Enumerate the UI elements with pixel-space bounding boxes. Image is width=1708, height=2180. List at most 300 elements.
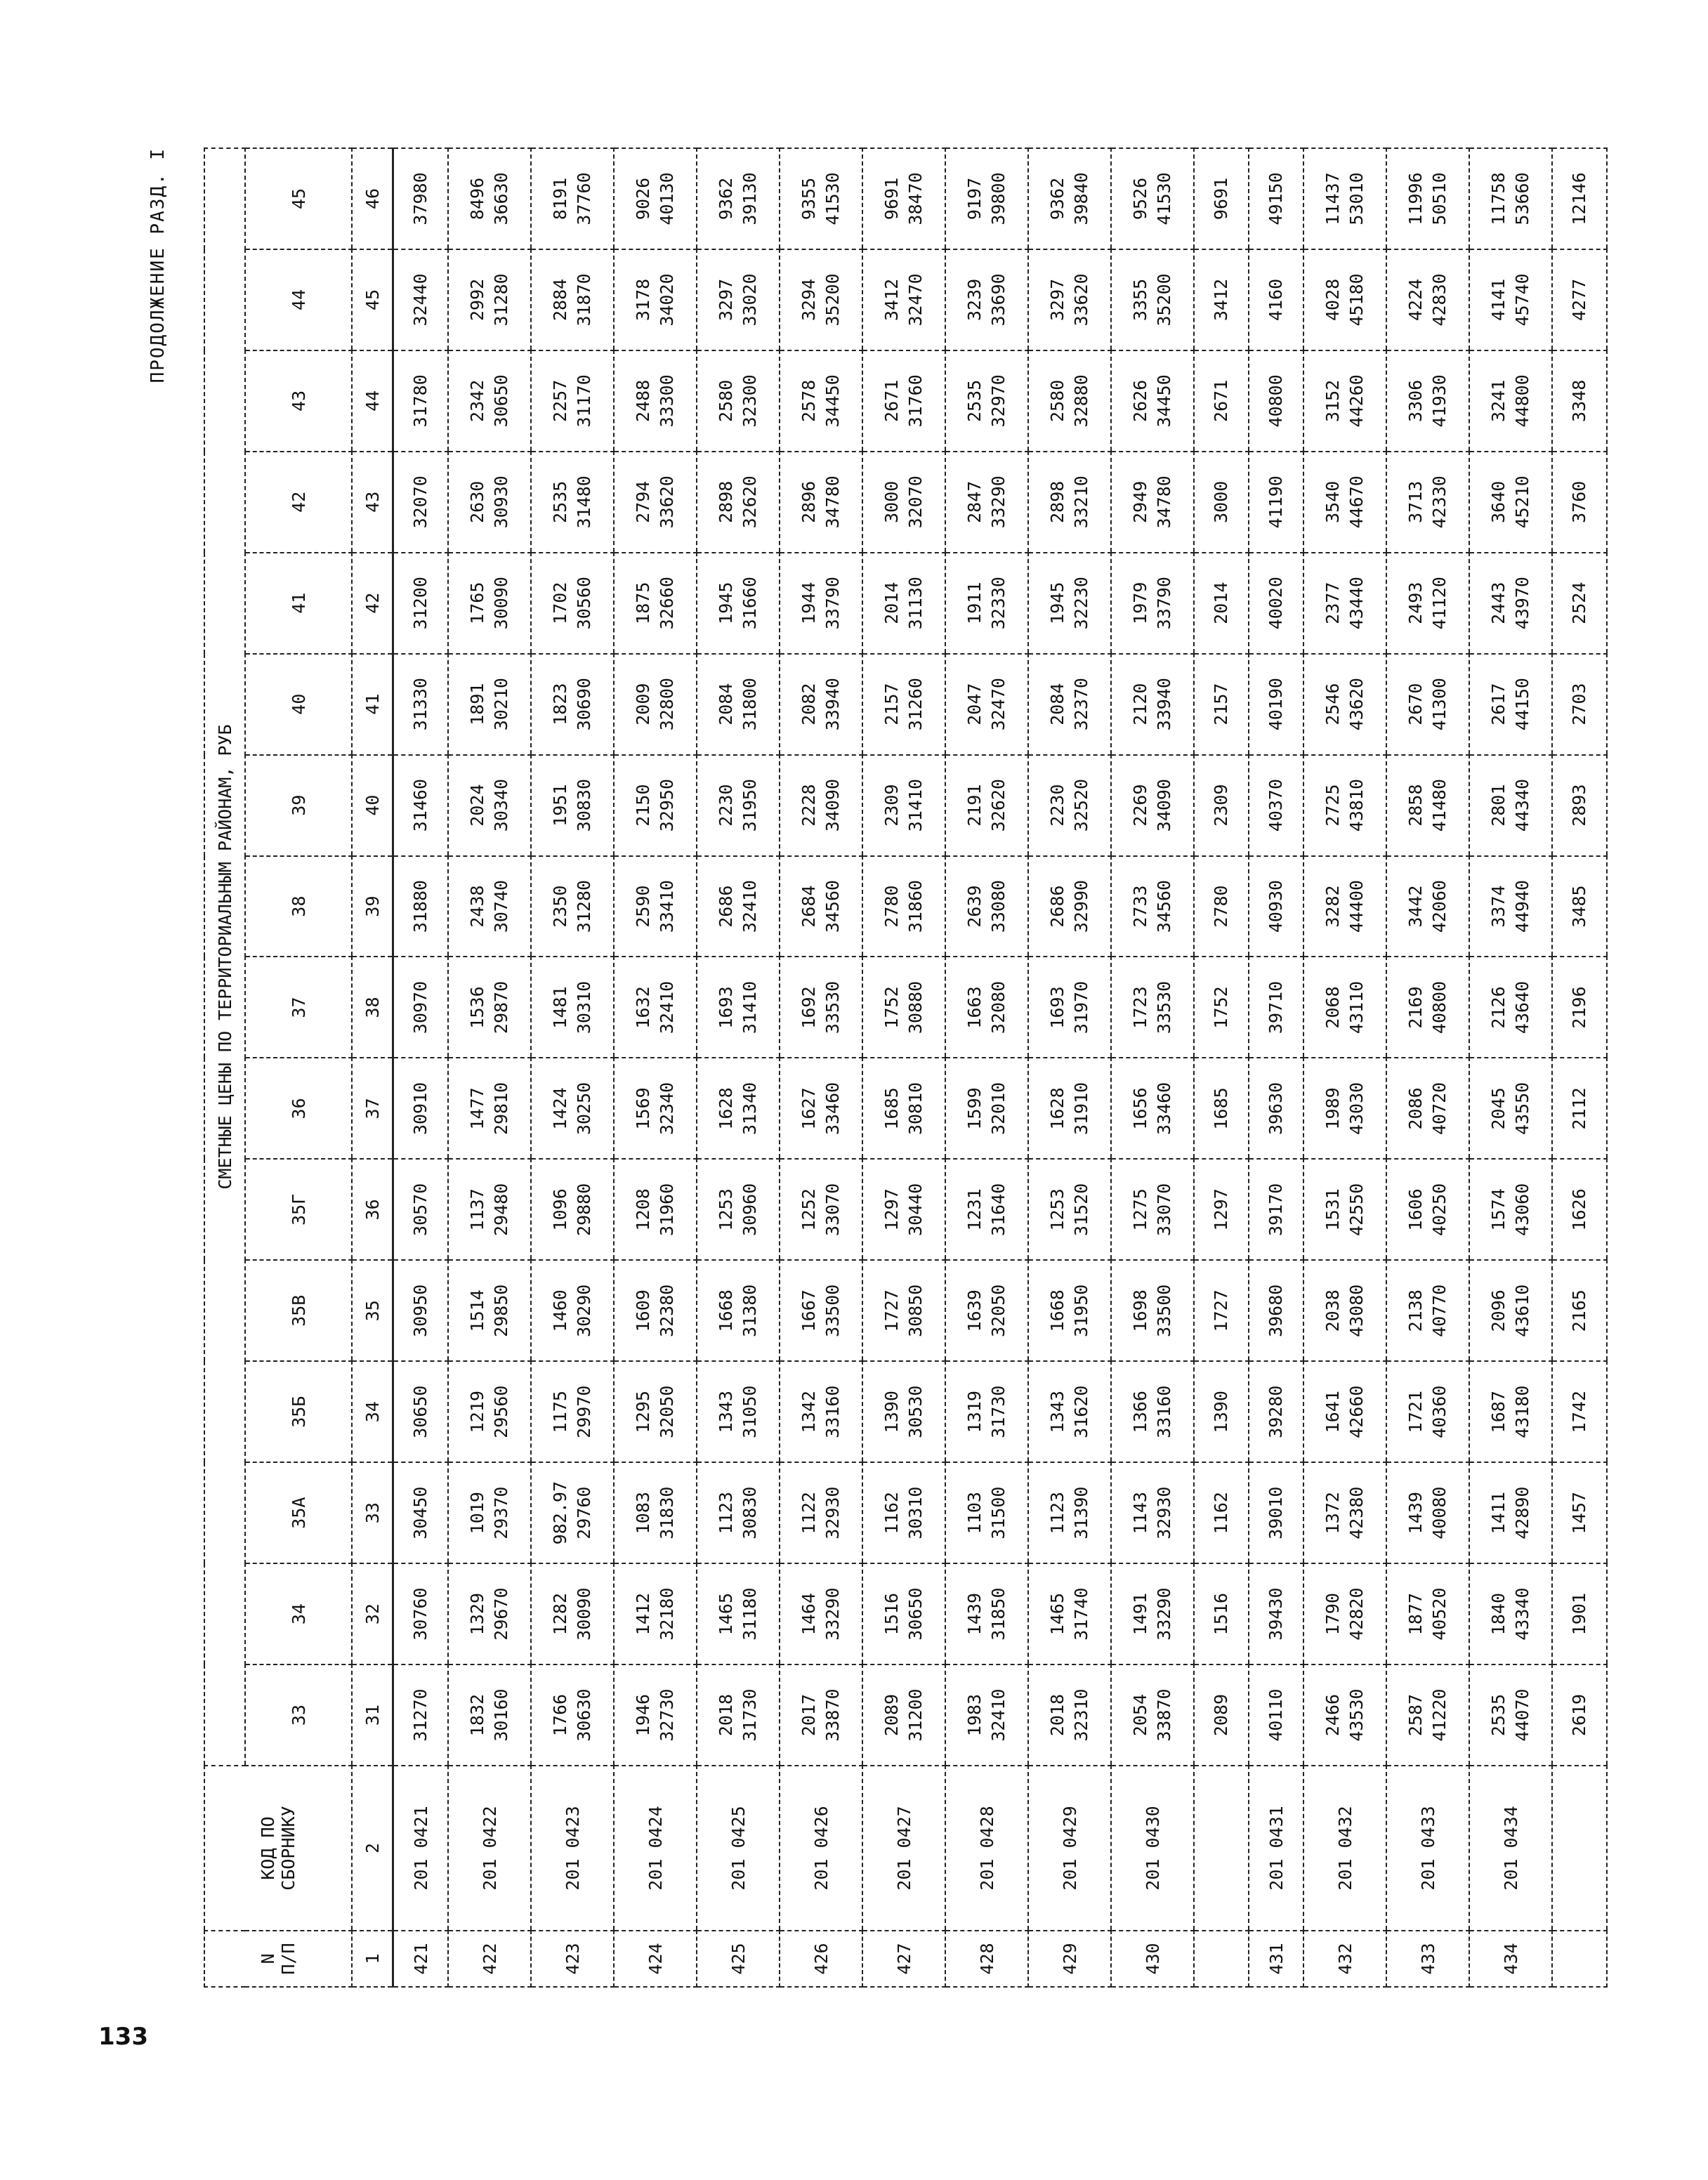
- table-row: [1111, 148, 1194, 1987]
- column-number: 37: [352, 1058, 393, 1159]
- price-cell: [1194, 148, 1249, 249]
- row-number: 430: [1111, 1931, 1194, 1987]
- price-value: 29760: [574, 1486, 594, 1539]
- price-cell: [393, 1058, 449, 1159]
- price-value: 2671: [1211, 379, 1231, 422]
- price-value: 2045: [1488, 1087, 1509, 1130]
- price-value: 2169: [1405, 986, 1426, 1029]
- price-cell: [1111, 755, 1194, 856]
- price-cell: [393, 1462, 449, 1563]
- price-value: 3485: [1569, 885, 1589, 928]
- price-cell: [1469, 350, 1552, 452]
- price-cell: [780, 654, 862, 755]
- price-value: 41530: [822, 172, 843, 225]
- table-row: [697, 148, 780, 1987]
- column-number: 38: [352, 957, 393, 1058]
- price-cell: [945, 1361, 1028, 1462]
- price-value: 40190: [1266, 678, 1286, 731]
- price-value: 29370: [491, 1486, 511, 1539]
- price-cell: [945, 957, 1028, 1058]
- price-value: 1693: [1047, 986, 1068, 1029]
- price-cell: [1194, 1462, 1249, 1563]
- district-header: 35Б: [245, 1361, 352, 1462]
- district-header: 43: [245, 350, 352, 452]
- price-value: 31480: [574, 475, 594, 529]
- price-cell: [862, 553, 945, 654]
- price-cell: [614, 755, 697, 856]
- price-value: 2112: [1569, 1087, 1589, 1130]
- price-value: 1901: [1569, 1592, 1589, 1636]
- row-code: 201 0431: [1249, 1766, 1303, 1931]
- price-value: 43620: [1346, 678, 1367, 731]
- price-cell: [697, 249, 780, 350]
- table-row: [614, 148, 697, 1987]
- price-cell: [531, 249, 614, 350]
- price-cell: [1469, 553, 1552, 654]
- price-value: 42830: [1429, 273, 1450, 327]
- price-cell: [1552, 1058, 1607, 1159]
- price-value: 2018: [716, 1693, 736, 1737]
- price-cell: [1249, 452, 1303, 553]
- price-value: 1481: [550, 986, 570, 1029]
- price-value: 3442: [1405, 885, 1426, 928]
- price-cell: [614, 1462, 697, 1563]
- price-value: 31850: [988, 1587, 1009, 1641]
- price-value: 33290: [1154, 1587, 1174, 1641]
- price-cell: [1028, 249, 1111, 350]
- price-value: 31830: [657, 1486, 677, 1539]
- price-value: 41190: [1266, 475, 1286, 529]
- price-cell: [448, 1563, 531, 1664]
- price-cell: [448, 1159, 531, 1260]
- price-cell: [697, 957, 780, 1058]
- price-value: 40020: [1266, 577, 1286, 630]
- price-cell: [1552, 1361, 1607, 1462]
- price-value: 1457: [1569, 1492, 1589, 1535]
- price-value: 32620: [988, 778, 1009, 832]
- price-cell: [1303, 350, 1386, 452]
- row-code: 201 0425: [697, 1766, 780, 1931]
- price-cell: [1249, 1664, 1303, 1766]
- price-value: 1252: [799, 1188, 819, 1231]
- price-cell: [1386, 553, 1469, 654]
- price-value: 32470: [988, 678, 1009, 731]
- column-number: 34: [352, 1361, 393, 1462]
- price-value: 45210: [1512, 475, 1532, 529]
- price-cell: [1028, 148, 1111, 249]
- price-value: 31180: [740, 1587, 760, 1641]
- price-value: 9691: [1211, 177, 1231, 221]
- price-value: 35200: [822, 273, 843, 327]
- price-value: 982.97: [550, 1481, 570, 1545]
- price-cell: [1386, 856, 1469, 957]
- price-value: 2898: [1047, 480, 1068, 523]
- price-value: 30850: [905, 1284, 926, 1337]
- row-number: 432: [1303, 1931, 1386, 1987]
- price-cell: [1469, 249, 1552, 350]
- price-value: 1123: [1047, 1492, 1068, 1535]
- price-value: 1282: [550, 1592, 570, 1636]
- district-header: 41: [245, 553, 352, 654]
- price-value: 30630: [574, 1688, 594, 1742]
- price-cell: [1249, 1462, 1303, 1563]
- price-value: 32660: [657, 577, 677, 630]
- price-value: 1946: [633, 1693, 653, 1737]
- price-cell: [1249, 1058, 1303, 1159]
- price-cell: [1386, 249, 1469, 350]
- column-number: 42: [352, 553, 393, 654]
- price-value: 2024: [467, 784, 487, 827]
- price-value: 30650: [410, 1385, 431, 1438]
- price-value: 30530: [905, 1385, 926, 1438]
- price-value: 2578: [799, 379, 819, 422]
- table-row: [1249, 148, 1303, 1987]
- price-cell: [1303, 452, 1386, 553]
- price-cell: [614, 350, 697, 452]
- price-value: 1297: [1211, 1188, 1231, 1231]
- table-row: [1386, 148, 1469, 1987]
- price-value: 45740: [1512, 273, 1532, 327]
- price-cell: [1028, 1260, 1111, 1361]
- price-value: 1875: [633, 582, 653, 624]
- price-cell: [945, 148, 1028, 249]
- price-cell: [1249, 1260, 1303, 1361]
- table-row: [1469, 148, 1552, 1987]
- price-cell: [697, 856, 780, 957]
- price-value: 2896: [799, 480, 819, 523]
- price-value: 39280: [1266, 1385, 1286, 1438]
- price-value: 2684: [799, 885, 819, 928]
- price-value: 1319: [964, 1391, 985, 1433]
- price-value: 39680: [1266, 1284, 1286, 1337]
- price-cell: [697, 1563, 780, 1664]
- price-value: 2893: [1569, 784, 1589, 827]
- district-header: 35Г: [245, 1159, 352, 1260]
- price-cell: [862, 1563, 945, 1664]
- price-value: 39630: [1266, 1082, 1286, 1136]
- price-cell: [1194, 856, 1249, 957]
- price-value: 34020: [657, 273, 677, 327]
- price-cell: [1552, 856, 1607, 957]
- price-value: 43030: [1346, 1082, 1367, 1136]
- price-value: 30830: [574, 778, 594, 832]
- price-cell: [393, 856, 449, 957]
- price-value: 3239: [964, 278, 985, 322]
- row-code: 201 0427: [862, 1766, 945, 1931]
- price-value: 40800: [1429, 980, 1450, 1035]
- price-value: 29670: [491, 1587, 511, 1641]
- price-value: 3412: [1211, 278, 1231, 322]
- price-value: 1628: [716, 1087, 736, 1130]
- price-value: 31730: [740, 1688, 760, 1742]
- price-value: 2587: [1405, 1693, 1426, 1737]
- price-value: 2949: [1130, 480, 1150, 523]
- column-number: 40: [352, 755, 393, 856]
- price-value: 33410: [657, 879, 677, 933]
- price-cell: [1469, 1664, 1552, 1766]
- price-cell: [1386, 755, 1469, 856]
- price-value: 1945: [716, 582, 736, 624]
- price-value: 31260: [905, 678, 926, 731]
- table-row: [1552, 148, 1607, 1987]
- price-value: 29480: [491, 1183, 511, 1236]
- price-cell: [1249, 1361, 1303, 1462]
- price-value: 1297: [881, 1188, 902, 1231]
- price-value: 32300: [740, 374, 760, 428]
- row-number: 427: [862, 1931, 945, 1987]
- price-cell: [1111, 1058, 1194, 1159]
- price-cell: [1111, 553, 1194, 654]
- price-value: 33290: [822, 1587, 843, 1641]
- price-value: 44400: [1346, 879, 1367, 933]
- district-header: 36: [245, 1058, 352, 1159]
- price-cell: [531, 856, 614, 957]
- price-value: 1989: [1322, 1087, 1343, 1130]
- price-value: 2794: [633, 480, 653, 523]
- price-value: 42060: [1429, 879, 1450, 933]
- district-header: 38: [245, 856, 352, 957]
- column-number: 43: [352, 452, 393, 553]
- price-cell: [1552, 350, 1607, 452]
- price-cell: [614, 553, 697, 654]
- price-value: 29560: [491, 1385, 511, 1438]
- price-cell: [1386, 1260, 1469, 1361]
- price-cell: [448, 148, 531, 249]
- price-value: 2230: [1047, 784, 1068, 827]
- price-value: 1687: [1488, 1391, 1509, 1433]
- price-cell: [1249, 957, 1303, 1058]
- price-cell: [1469, 148, 1552, 249]
- price-cell: [393, 249, 449, 350]
- price-value: 37980: [410, 172, 431, 225]
- price-value: 31740: [1071, 1587, 1091, 1641]
- price-cell: [1028, 856, 1111, 957]
- price-cell: [1469, 1058, 1552, 1159]
- price-value: 30960: [740, 1183, 760, 1236]
- price-value: 39710: [1266, 980, 1286, 1035]
- price-value: 32370: [1071, 678, 1091, 731]
- row-code: 201 0422: [448, 1766, 531, 1931]
- district-header: 33: [245, 1664, 352, 1766]
- price-cell: [780, 1159, 862, 1260]
- row-code: 201 0432: [1303, 1766, 1386, 1931]
- price-value: 41120: [1429, 577, 1450, 630]
- price-value: 1208: [633, 1188, 653, 1231]
- price-cell: [697, 1664, 780, 1766]
- price-value: 2686: [1047, 885, 1068, 928]
- price-value: 1424: [550, 1087, 570, 1130]
- price-value: 33070: [822, 1183, 843, 1236]
- price-value: 31200: [905, 1688, 926, 1742]
- price-cell: [393, 654, 449, 755]
- price-value: 32440: [410, 273, 431, 327]
- column-number: 35: [352, 1260, 393, 1361]
- price-cell: [531, 755, 614, 856]
- price-value: 32880: [1071, 374, 1091, 428]
- price-cell: [697, 1159, 780, 1260]
- price-cell: [531, 452, 614, 553]
- price-cell: [393, 1159, 449, 1260]
- price-cell: [393, 452, 449, 553]
- price-cell: [780, 755, 862, 856]
- row-number: 429: [1028, 1931, 1111, 1987]
- table-row: [945, 148, 1028, 1987]
- price-value: 33530: [822, 980, 843, 1035]
- price-value: 30090: [574, 1587, 594, 1641]
- price-value: 41930: [1429, 374, 1450, 428]
- price-value: 32230: [1071, 577, 1091, 630]
- price-value: 40080: [1429, 1486, 1450, 1539]
- price-cell: [780, 249, 862, 350]
- price-cell: [697, 755, 780, 856]
- price-value: 1465: [1047, 1592, 1068, 1636]
- price-value: 3152: [1322, 379, 1343, 422]
- price-cell: [1303, 553, 1386, 654]
- price-value: 3000: [881, 480, 902, 523]
- price-value: 31130: [905, 577, 926, 630]
- price-value: 35200: [1154, 273, 1174, 327]
- price-value: 1516: [881, 1592, 902, 1636]
- price-cell: [697, 553, 780, 654]
- price-value: 31950: [740, 778, 760, 832]
- price-cell: [531, 553, 614, 654]
- price-cell: [448, 553, 531, 654]
- price-cell: [780, 1260, 862, 1361]
- price-value: 1366: [1130, 1391, 1150, 1433]
- row-code: 201 0429: [1028, 1766, 1111, 1931]
- price-cell: [1028, 1361, 1111, 1462]
- price-cell: [780, 350, 862, 452]
- row-code: 201 0430: [1111, 1766, 1194, 1931]
- price-value: 2138: [1405, 1289, 1426, 1332]
- price-cell: [1028, 1664, 1111, 1766]
- price-cell: [1303, 856, 1386, 957]
- price-value: 30310: [905, 1486, 926, 1539]
- price-value: 43080: [1346, 1284, 1367, 1337]
- price-value: 40770: [1429, 1284, 1450, 1337]
- price-value: 31520: [1071, 1183, 1091, 1236]
- price-cell: [614, 1058, 697, 1159]
- price-cell: [862, 350, 945, 452]
- price-value: 33160: [822, 1385, 843, 1438]
- price-value: 2524: [1569, 582, 1589, 624]
- table-row: [1028, 148, 1111, 1987]
- price-value: 9691: [881, 177, 902, 221]
- price-value: 2126: [1488, 986, 1509, 1029]
- price-value: 31800: [740, 678, 760, 731]
- price-value: 33790: [1154, 577, 1174, 630]
- price-value: 2342: [467, 379, 487, 422]
- price-value: 31620: [1071, 1385, 1091, 1438]
- row-number: [1552, 1931, 1607, 1987]
- price-cell: [697, 1462, 780, 1563]
- price-value: 31330: [410, 678, 431, 731]
- price-cell: [1469, 856, 1552, 957]
- price-cell: [1469, 755, 1552, 856]
- price-value: 43060: [1512, 1183, 1532, 1236]
- price-value: 1693: [716, 986, 736, 1029]
- price-value: 2157: [881, 683, 902, 725]
- price-cell: [448, 1664, 531, 1766]
- price-value: 31910: [1071, 1082, 1091, 1136]
- price-value: 12146: [1569, 172, 1589, 225]
- price-value: 31760: [905, 374, 926, 428]
- column-number: 46: [352, 148, 393, 249]
- row-number: 424: [614, 1931, 697, 1987]
- price-cell: [945, 1159, 1028, 1260]
- price-value: 2630: [467, 480, 487, 523]
- price-cell: [1249, 856, 1303, 957]
- row-code: [1194, 1766, 1249, 1931]
- price-cell: [1469, 654, 1552, 755]
- price-value: 34450: [822, 374, 843, 428]
- price-cell: [1386, 350, 1469, 452]
- price-value: 30340: [491, 778, 511, 832]
- price-value: 40930: [1266, 879, 1286, 933]
- price-value: 2269: [1130, 784, 1150, 827]
- price-value: 1668: [1047, 1289, 1068, 1332]
- price-value: 39170: [1266, 1183, 1286, 1236]
- row-number: 425: [697, 1931, 780, 1987]
- price-value: 31880: [410, 879, 431, 933]
- price-cell: [448, 1361, 531, 1462]
- price-value: 31500: [988, 1486, 1009, 1539]
- price-value: 43340: [1512, 1587, 1532, 1641]
- table-row: [780, 148, 862, 1987]
- row-code: 201 0423: [531, 1766, 614, 1931]
- price-value: 1390: [881, 1391, 902, 1433]
- price-value: 29870: [491, 980, 511, 1035]
- price-cell: [1194, 957, 1249, 1058]
- price-value: 44800: [1512, 374, 1532, 428]
- price-value: 1979: [1130, 582, 1150, 624]
- price-cell: [1249, 1159, 1303, 1260]
- price-value: 32410: [988, 1688, 1009, 1742]
- price-cell: [1111, 1462, 1194, 1563]
- price-cell: [448, 452, 531, 553]
- price-value: 2617: [1488, 683, 1509, 725]
- price-value: 42820: [1346, 1587, 1367, 1641]
- price-cell: [1111, 1664, 1194, 1766]
- price-value: 1516: [1211, 1592, 1231, 1636]
- price-value: 50510: [1429, 172, 1450, 225]
- price-value: 32410: [657, 980, 677, 1035]
- price-cell: [1469, 1361, 1552, 1462]
- price-cell: [1111, 1159, 1194, 1260]
- column-number: 41: [352, 654, 393, 755]
- price-value: 30210: [491, 678, 511, 731]
- row-number: [1194, 1931, 1249, 1987]
- price-cell: [945, 856, 1028, 957]
- row-code: 201 0424: [614, 1766, 697, 1931]
- price-value: 2488: [633, 379, 653, 422]
- price-value: 32800: [657, 678, 677, 731]
- price-value: 42330: [1429, 475, 1450, 529]
- price-cell: [393, 1260, 449, 1361]
- price-value: 2590: [633, 885, 653, 928]
- price-cell: [1552, 249, 1607, 350]
- price-cell: [1386, 1563, 1469, 1664]
- price-value: 9355: [799, 177, 819, 221]
- price-value: 31730: [988, 1385, 1009, 1438]
- price-value: 49150: [1266, 172, 1286, 225]
- price-cell: [1249, 553, 1303, 654]
- price-value: 2801: [1488, 784, 1509, 827]
- price-cell: [393, 553, 449, 654]
- price-value: 36630: [491, 172, 511, 225]
- price-value: 29810: [491, 1082, 511, 1136]
- price-cell: [1303, 1361, 1386, 1462]
